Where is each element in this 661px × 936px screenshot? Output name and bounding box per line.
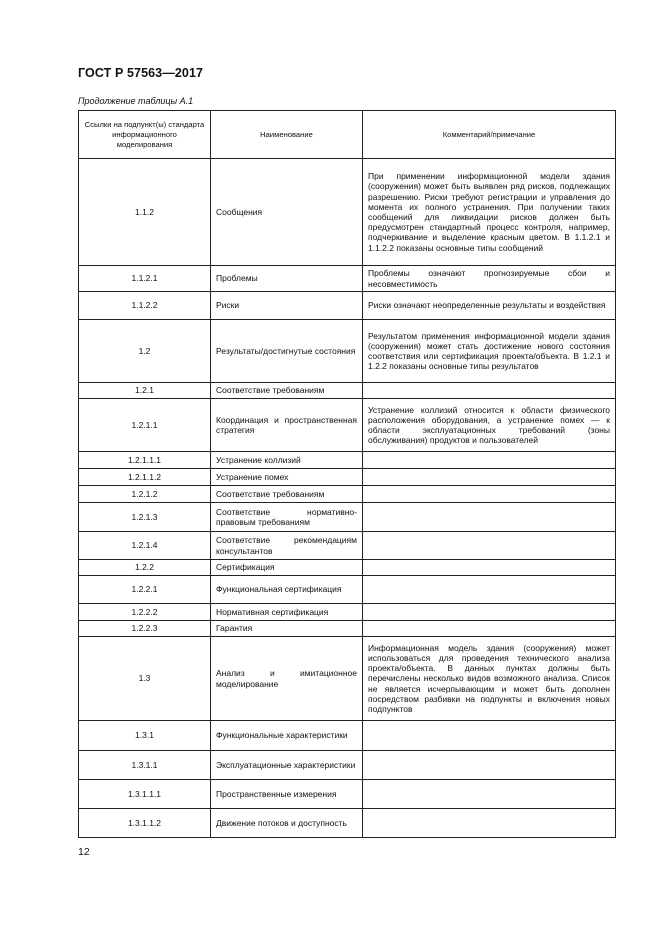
row-reference: 1.3.1.1.1 xyxy=(79,780,211,809)
row-reference: 1.1.2 xyxy=(79,159,211,266)
row-comment: Устранение коллизий относится к области физического расположения оборудования, а устранение помех — к области эксплуатационных требований (зоны обслуживания) продуктов и пользователей xyxy=(363,399,616,452)
row-name: Проблемы xyxy=(211,266,363,292)
row-reference: 1.2.2.2 xyxy=(79,604,211,621)
page-number: 12 xyxy=(78,846,90,858)
table-row xyxy=(79,780,616,809)
row-name: Соответствие требованиям xyxy=(211,383,363,399)
table-row xyxy=(79,159,616,266)
requirements-table xyxy=(78,110,616,838)
row-comment xyxy=(363,469,616,486)
row-comment: Информационная модель здания (сооружения) может использоваться для проведения технического анализа проекта/объекта. В данных пунктах должны быть перечислены несколько видов возможного анализа. Список не является исчерпывающим и может быть дополнен посредством разбивки на подпункты и включения новых подпунктов xyxy=(363,637,616,721)
table-row xyxy=(79,576,616,604)
table-row xyxy=(79,503,616,532)
row-comment xyxy=(363,503,616,532)
row-reference: 1.3 xyxy=(79,637,211,721)
row-reference: 1.2.2.3 xyxy=(79,621,211,637)
row-comment xyxy=(363,576,616,604)
table-row xyxy=(79,486,616,503)
row-comment xyxy=(363,604,616,621)
column-header-reference: Ссылки на подпункт(ы) стандарта информационного моделирования xyxy=(79,111,211,159)
row-name: Координация и пространственная стратегия xyxy=(211,399,363,452)
row-reference: 1.2.1 xyxy=(79,383,211,399)
row-comment xyxy=(363,751,616,780)
table-row xyxy=(79,399,616,452)
row-name: Сертификация xyxy=(211,560,363,576)
row-comment xyxy=(363,452,616,469)
row-name: Гарантия xyxy=(211,621,363,637)
row-comment xyxy=(363,721,616,751)
row-name: Соответствие рекомендациям консультантов xyxy=(211,532,363,560)
table-row xyxy=(79,721,616,751)
row-comment xyxy=(363,780,616,809)
row-comment xyxy=(363,486,616,503)
row-comment: Проблемы означают прогнозируемые сбои и несовместимость xyxy=(363,266,616,292)
row-reference: 1.1.2.1 xyxy=(79,266,211,292)
row-reference: 1.3.1 xyxy=(79,721,211,751)
row-reference: 1.2 xyxy=(79,320,211,383)
row-reference: 1.2.2 xyxy=(79,560,211,576)
row-comment xyxy=(363,532,616,560)
row-reference: 1.2.1.2 xyxy=(79,486,211,503)
table-row xyxy=(79,621,616,637)
row-name: Соответствие нормативно-правовым требованиям xyxy=(211,503,363,532)
row-comment: При применении информационной модели здания (сооружения) может быть выявлен ряд рисков, подлежащих разрешению. Риски требуют регистрации и управления до момента их полного устранения. При получении таких сообщений для ликвидации рисков должен быть предусмотрен стандартный процесс контроля, например, подчеркивание и выделение красным цветом. В 1.1.2.1 и 1.1.2.2 показаны основные типы сообщений xyxy=(363,159,616,266)
row-comment xyxy=(363,560,616,576)
row-name: Движение потоков и доступность xyxy=(211,809,363,838)
row-reference: 1.2.2.1 xyxy=(79,576,211,604)
row-name: Соответствие требованиям xyxy=(211,486,363,503)
table-row xyxy=(79,452,616,469)
table-row xyxy=(79,292,616,320)
row-reference: 1.2.1.1.1 xyxy=(79,452,211,469)
row-name: Пространственные измерения xyxy=(211,780,363,809)
row-name: Устранение коллизий xyxy=(211,452,363,469)
row-name: Сообщения xyxy=(211,159,363,266)
table-row xyxy=(79,266,616,292)
row-name: Результаты/достигнутые состояния xyxy=(211,320,363,383)
row-comment xyxy=(363,383,616,399)
document-standard-title: ГОСТ Р 57563—2017 xyxy=(78,66,204,80)
column-header-name: Наименование xyxy=(211,111,363,159)
row-name: Анализ и имитационное моделирование xyxy=(211,637,363,721)
table-row xyxy=(79,560,616,576)
table-row xyxy=(79,637,616,721)
row-reference: 1.3.1.1.2 xyxy=(79,809,211,838)
table-row xyxy=(79,320,616,383)
column-header-comment: Комментарий/примечание xyxy=(363,111,616,159)
row-name: Функциональная сертификация xyxy=(211,576,363,604)
row-name: Риски xyxy=(211,292,363,320)
table-row xyxy=(79,809,616,838)
row-comment: Результатом применения информационной модели здания (сооружения) может стать достижение нового состояния соответствия или сертификация проекта/объекта. В 1.2.1 и 1.2.2 показаны основные типы результатов xyxy=(363,320,616,383)
table-row xyxy=(79,751,616,780)
row-reference: 1.1.2.2 xyxy=(79,292,211,320)
row-reference: 1.2.1.3 xyxy=(79,503,211,532)
row-reference: 1.2.1.1.2 xyxy=(79,469,211,486)
table-row xyxy=(79,604,616,621)
row-reference: 1.2.1.1 xyxy=(79,399,211,452)
table-row xyxy=(79,469,616,486)
row-name: Эксплуатационные характеристики xyxy=(211,751,363,780)
row-name: Нормативная сертификация xyxy=(211,604,363,621)
row-reference: 1.3.1.1 xyxy=(79,751,211,780)
row-comment xyxy=(363,621,616,637)
row-name: Устранение помех xyxy=(211,469,363,486)
table-row xyxy=(79,383,616,399)
row-name: Функциональные характеристики xyxy=(211,721,363,751)
table-row xyxy=(79,532,616,560)
row-comment xyxy=(363,809,616,838)
table-continuation-caption: Продолжение таблицы А.1 xyxy=(78,96,194,106)
row-comment: Риски означают неопределенные результаты и воздействия xyxy=(363,292,616,320)
table-header-row xyxy=(79,111,616,159)
row-reference: 1.2.1.4 xyxy=(79,532,211,560)
